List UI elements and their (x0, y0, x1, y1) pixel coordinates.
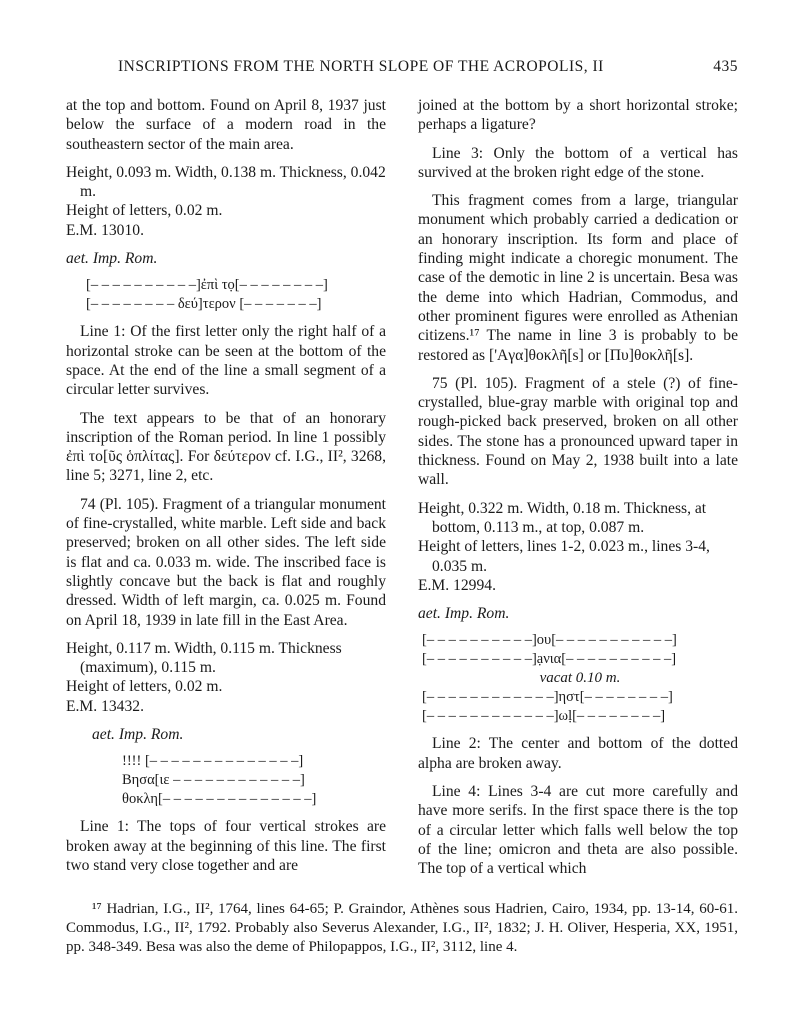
inscription-line: Βησα[ιε – – – – – – – – – – – –] (122, 772, 305, 789)
inscription-block (66, 276, 386, 314)
paragraph: Line 2: The center and bottom of the dotted alpha are broken away. (418, 735, 738, 772)
inscription-line: [– – – – – – – – – – – –]ηστ[– – – – – – – –] (422, 689, 673, 706)
museum-number: E.M. 12994. (418, 576, 496, 594)
running-header (118, 58, 738, 76)
paragraph: Line 4: Lines 3-4 are cut more carefully and have more serifs. In the first space there is the top of a circular letter which falls well below the top of the line; omicron and theta are also possible. The top of a vertical which (418, 783, 738, 878)
paragraph: This fragment comes from a large, triangular monument which probably carried a dedication or an honorary inscription. Its form and place of finding might indicate a choregic monument. The case of the demotic in line 2 is uncertain. Besa was the deme into which Hadrian, Commodus, and other prominent figures were enrolled as Athenian citizens.¹⁷ The name in line 3 is probably to be restored as ['Aγα]θοκλῆ[s] or [Πυ]θοκλῆ[s]. (418, 192, 738, 364)
inscription-block (418, 631, 738, 726)
date-label: aet. Imp. Rom. (66, 250, 158, 268)
footnote-text: ¹⁷ Hadrian, I.G., II², 1764, lines 64-65; P. Graindor, Athènes sous Hadrien, Cairo, 1934, pp. 13-14, 60-61. Commodus, I.G., II², 1792. Probably also Severus Alexander, I.G., II², 1832; J. H. Oliver, Hesperia, XX, 1951, pp. 348-349. Besa was also the deme of Philopappos, I.G., II², 3112, line 4. (66, 901, 738, 955)
letter-height: Height of letters, lines 1-2, 0.023 m., lines 3-4, 0.035 m. (418, 538, 710, 575)
inscription-line: [– – – – – – – – δεύ]τερον [– – – – – – –] (86, 296, 322, 313)
museum-number: E.M. 13010. (66, 221, 144, 239)
date-label: aet. Imp. Rom. (92, 726, 184, 744)
measurements: Height, 0.093 m. Width, 0.138 m. Thickness, 0.042 m. (66, 163, 386, 201)
inscription-line: [– – – – – – – – – –]ạνια[– – – – – – – – – –] (422, 651, 677, 668)
left-column (66, 96, 386, 875)
letter-height: Height of letters, 0.02 m. (66, 202, 223, 220)
measurements: Height, 0.117 m. Width, 0.115 m. Thickness (maximum), 0.115 m. (66, 639, 342, 677)
date-label: aet. Imp. Rom. (418, 605, 510, 623)
inscription-block (66, 752, 386, 809)
inscription-line: [– – – – – – – – – –]ου[– – – – – – – – – – –] (422, 632, 677, 649)
inscription-line: θοκλη[– – – – – – – – – – – – – –] (122, 791, 317, 808)
footnote (66, 900, 738, 957)
page-number: 435 (713, 58, 738, 75)
vacat-line: vacat 0.10 m. (539, 670, 621, 687)
paragraph: joined at the bottom by a short horizontal stroke; perhaps a ligature? (418, 97, 738, 134)
paragraph: Line 3: Only the bottom of a vertical has survived at the broken right edge of the stone. (418, 144, 738, 181)
running-title: INSCRIPTIONS FROM THE NORTH SLOPE OF THE ACROPOLIS, II (118, 58, 604, 75)
letter-height: Height of letters, 0.02 m. (66, 678, 223, 696)
paragraph: at the top and bottom. Found on April 8, 1937 just below the surface of a modern road in the southeastern sector of the main area. (66, 97, 386, 153)
inscription-line: [– – – – – – – – – – – –]ωḷ[– – – – – – – –] (422, 708, 666, 725)
inscription-line: [– – – – – – – – – –]ἐπὶ τọ[– – – – – – – –] (86, 277, 328, 294)
paragraph: Line 1: Of the first letter only the right half of a horizontal stroke can be seen at the bottom of the space. At the end of the line a small segment of a circular letter survives. (66, 323, 386, 399)
paragraph: The text appears to be that of an honorary inscription of the Roman period. In line 1 possibly ἐπὶ το[ῦς ὁπλίτας]. For δεύτερον cf. I.G., II², 3268, line 5; 3271, line 2, etc. (66, 409, 386, 485)
inscription-line: !!!! [– – – – – – – – – – – – – –] (122, 753, 304, 770)
museum-number: E.M. 13432. (66, 697, 144, 715)
paragraph: Line 1: The tops of four vertical strokes are broken away at the beginning of this line. The first two stand very close together and are (66, 818, 386, 874)
catalogue-entry: 74 (Pl. 105). Fragment of a triangular monument of fine-crystalled, white marble. Left side and back preserved; broken on all other sides. The left side is flat and ca. 0.033 m. wide. The inscribed face is slightly concave but the back is flat and roughly dressed. Width of left margin, ca. 0.025 m. Found on April 18, 1939 in late fill in the East Area. (66, 495, 386, 629)
catalogue-entry: 75 (Pl. 105). Fragment of a stele (?) of fine-crystalled, blue-gray marble with original top and rough-picked back preserved, broken on all other sides. The stone has a pronounced upward taper in thickness. Found on May 2, 1938 built into a late wall. (418, 374, 738, 489)
right-column (418, 96, 738, 879)
measurements: Height, 0.322 m. Width, 0.18 m. Thickness, at bottom, 0.113 m., at top, 0.087 m. (418, 499, 707, 536)
